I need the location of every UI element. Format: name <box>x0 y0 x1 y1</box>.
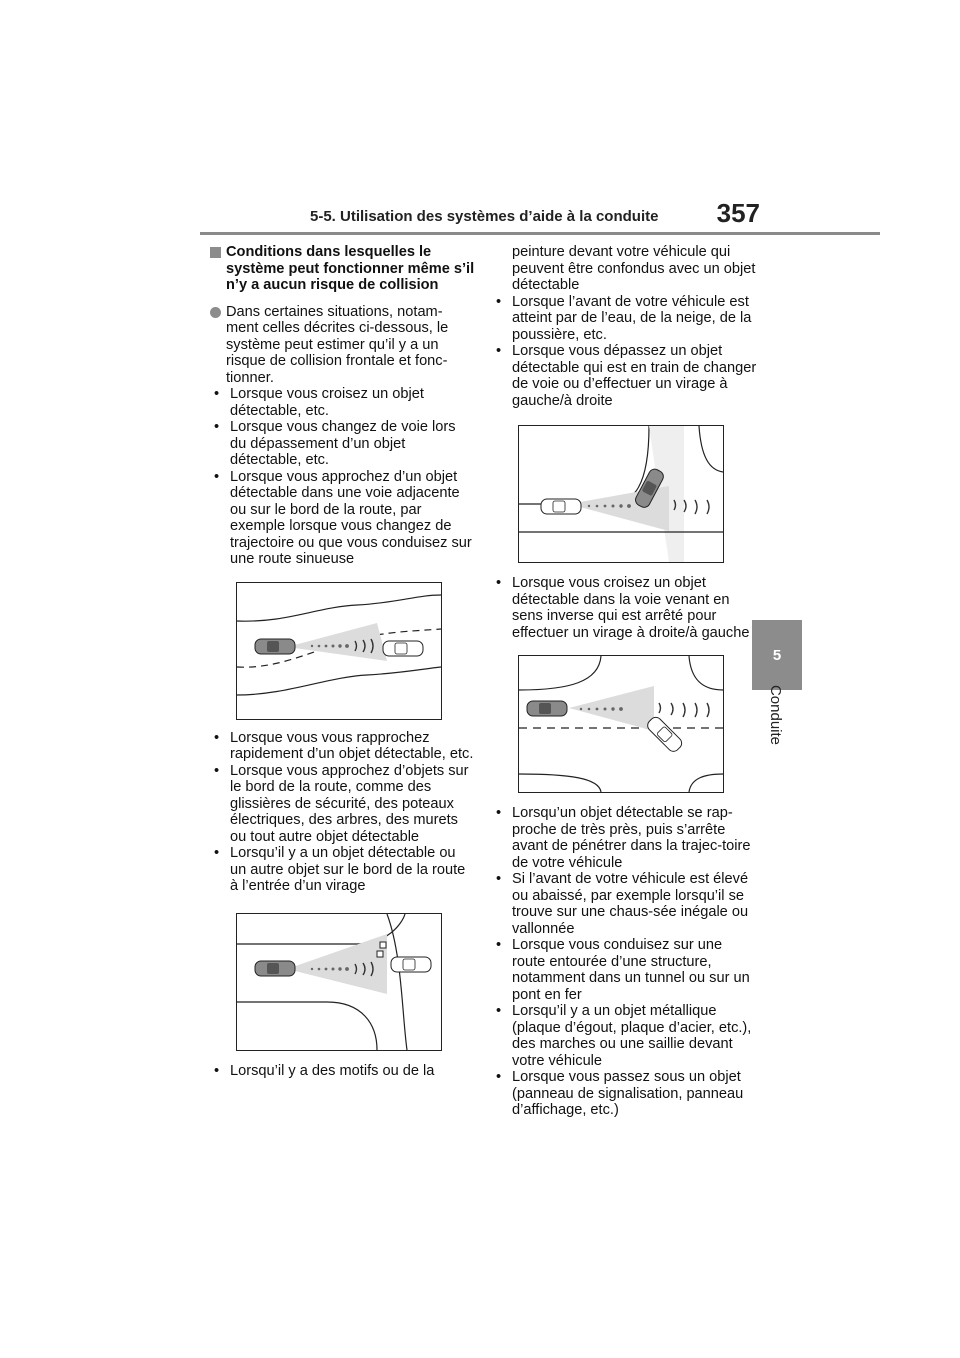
list-item: • Lorsqu’il y a des motifs ou de la <box>214 1062 435 1079</box>
section-heading <box>210 244 475 294</box>
header-rule <box>200 232 880 235</box>
heading-text: Conditions dans lesquelles le système peut fonctionner même s’il n’y a aucun risque de collision <box>226 244 475 293</box>
chapter-label: Conduite <box>767 684 784 746</box>
list-item: • Lorsque vous changez de voie lors du dépassement d’un objet détectable, etc. <box>214 419 456 468</box>
page-number: 357 <box>716 198 760 228</box>
intro-text: Dans certaines situations, notam-ment celles décrites ci-dessous, le système peut estimer qu’il y a un risque de collision frontale et fonc-tionner. <box>226 303 449 386</box>
list-item: • Lorsque vous croisez un objet détectable, etc. <box>214 386 424 419</box>
section-title: 5-5. Utilisation des systèmes d’aide à la conduite <box>310 208 659 225</box>
continuation-text: peinture devant votre véhicule qui peuvent être confondus avec un objet détectable <box>512 244 756 293</box>
list-item: • Lorsque vous dépassez un objet détectable qui est en train de changer de voie ou d’effectuer un virage à gauche/à droite <box>496 343 757 409</box>
list-item: • Lorsqu’il y a un objet détectable ou un autre objet sur le bord de la route à l’entrée d’un virage <box>214 845 466 894</box>
left-column <box>210 244 475 1079</box>
intro-paragraph <box>210 304 475 387</box>
list-item: • Lorsque vous vous rapprochez rapidement d’un objet détectable, etc. <box>214 729 474 762</box>
list-item: • Lorsque vous conduisez sur une route entourée d’une structure, notamment dans un tunnel ou sur un pont en fer <box>496 937 750 1003</box>
list-item: • Lorsqu’un objet détectable se rap-proche de très près, puis s’arrête avant de pénétrer dans la trajec-toire de votre véhicule <box>496 805 751 871</box>
figure-oncoming-turn <box>518 655 724 793</box>
list-item: • Lorsque vous approchez d’objets sur le bord de la route, comme des glissières de sécurité, des poteaux électriques, des arbres, des murets ou tout autre objet détectable <box>214 762 469 845</box>
list-item: • Lorsque vous approchez d’un objet détectable dans une voie adjacente ou sur le bord de la route, par exemple lorsque vous changez de trajectoire ou que vous conduisez sur une route sinueuse <box>214 468 472 567</box>
page-header <box>310 200 770 236</box>
right-column <box>492 244 757 1119</box>
list-item: • Lorsqu’il y a un objet métallique (plaque d’égout, plaque d’acier, etc.), des marches ou une saillie devant votre véhicule <box>496 1003 752 1069</box>
list-item: • Lorsque vous passez sous un objet (panneau de signalisation, panneau d’affichage, etc.) <box>496 1069 744 1118</box>
circle-bullet-icon <box>210 307 221 318</box>
list-item: • Lorsque l’avant de votre véhicule est atteint par de l’eau, de la neige, de la poussière, etc. <box>496 293 752 343</box>
square-bullet-icon <box>210 247 221 258</box>
figure-roadside-objects <box>236 913 442 1051</box>
list-item: • Si l’avant de votre véhicule est élevé ou abaissé, par exemple lorsqu’il se trouve sur une chaus-sée inégale ou vallonnée <box>496 871 749 937</box>
list-item: • Lorsque vous croisez un objet détectable dans la voie venant en sens inverse qui est arrêté pour effectuer un virage à droite/à gauche <box>496 575 750 641</box>
chapter-number: 5 <box>772 646 782 664</box>
figure-curved-road <box>236 582 442 720</box>
figure-turning-vehicle <box>518 425 724 563</box>
